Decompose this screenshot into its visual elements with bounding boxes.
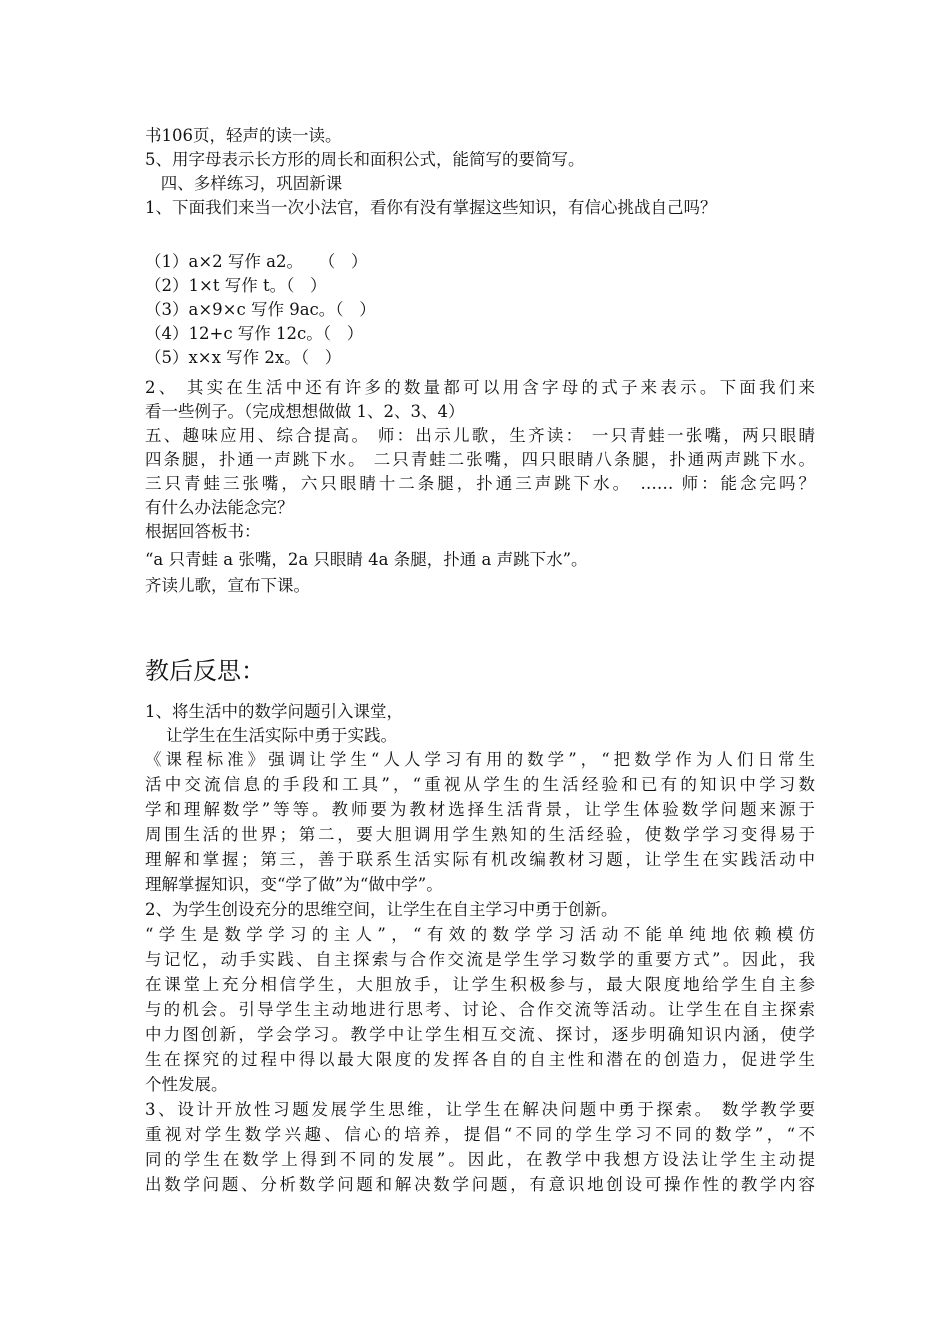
reflection-line-2: 让学生在生活实际中勇于实践。 bbox=[145, 726, 397, 745]
lesson-line-14: 三只青蛙三张嘴，六只眼睛十二条腿，扑通三声跳下水。 …… 师：能念完吗？ bbox=[145, 474, 815, 493]
reflection-line-13: 与的机会。引导学生主动地进行思考、讨论、合作交流等活动。让学生在自主探索 bbox=[145, 1000, 815, 1019]
reflection-line-6: 周围生活的世界；第二，要大胆调用学生熟知的生活经验，使数学学习变得易于 bbox=[145, 825, 815, 844]
lesson-line-16: 根据回答板书： bbox=[145, 522, 261, 541]
reflection-line-1: 1、将生活中的数学问题引入课堂， bbox=[145, 702, 403, 721]
reflection-line-18: 重视对学生数学兴趣、信心的培养，提倡“不同的学生学习不同的数学”，“不 bbox=[145, 1125, 815, 1144]
reflection-title: 教后反思： bbox=[145, 657, 265, 685]
lesson-line-10: 2、 其实在生活中还有许多的数量都可以用含字母的式子来表示。下面我们来 bbox=[145, 378, 815, 397]
lesson-line-15: 有什么办法能念完？ bbox=[145, 498, 294, 517]
lesson-line-2: 5、用字母表示长方形的周长和面积公式，能简写的要简写。 bbox=[145, 150, 585, 169]
quiz-item-1: （1）a×2 写作 a2。 （ ） bbox=[145, 252, 368, 271]
lesson-line-13: 四条腿，扑通一声跳下水。 二只青蛙二张嘴，四只眼睛八条腿，扑通两声跳下水。 bbox=[145, 450, 815, 469]
reflection-line-9: 2、为学生创设充分的思维空间，让学生在自主学习中勇于创新。 bbox=[145, 900, 618, 919]
reflection-line-15: 生在探究的过程中得以最大限度的发挥各自的自主性和潜在的创造力，促进学生 bbox=[145, 1050, 815, 1069]
quiz-item-5: （5）x×x 写作 2x。（ ） bbox=[145, 348, 342, 367]
lesson-line-4: 1、下面我们来当一次小法官，看你有没有掌握这些知识，有信心挑战自己吗？ bbox=[145, 198, 717, 217]
lesson-line-17: “a 只青蛙 a 张嘴，2a 只眼睛 4a 条腿，扑通 a 声跳下水”。 bbox=[145, 550, 588, 569]
reflection-line-8: 理解掌握知识，变“学了做”为“做中学”。 bbox=[145, 875, 443, 894]
reflection-line-11: 与记忆，动手实践、自主探索与合作交流是学生学习数学的重要方式”。因此，我 bbox=[145, 950, 815, 969]
reflection-line-19: 同的学生在数学上得到不同的发展”。因此，在教学中我想方设法让学生主动提 bbox=[145, 1150, 815, 1169]
reflection-line-16: 个性发展。 bbox=[145, 1075, 228, 1094]
reflection-line-14: 中力图创新，学会学习。教学中让学生相互交流、探讨，逐步明确知识内涵，使学 bbox=[145, 1025, 815, 1044]
lesson-line-1: 书106页，轻声的读一读。 bbox=[145, 126, 342, 145]
reflection-line-5: 学和理解数学”等等。教师要为教材选择生活背景，让学生体验数学问题来源于 bbox=[145, 800, 815, 819]
lesson-line-11: 看一些例子。（完成想想做做 1、2、3、4） bbox=[145, 402, 465, 421]
quiz-item-4: （4）12+c 写作 12c。（ ） bbox=[145, 324, 364, 343]
quiz-item-3: （3）a×9×c 写作 9ac。（ ） bbox=[145, 300, 376, 319]
reflection-line-10: “学生是数学学习的主人”，“有效的数学学习活动不能单纯地依赖模仿 bbox=[145, 925, 815, 944]
reflection-line-7: 理解和掌握；第三，善于联系生活实际有机改编教材习题，让学生在实践活动中 bbox=[145, 850, 815, 869]
quiz-item-2: （2）1×t 写作 t。（ ） bbox=[145, 276, 327, 295]
lesson-line-12: 五、趣味应用、综合提高。 师：出示儿歌，生齐读： 一只青蛙一张嘴，两只眼睛 bbox=[145, 426, 815, 445]
reflection-line-12: 在课堂上充分相信学生，大胆放手，让学生积极参与，最大限度地给学生自主参 bbox=[145, 975, 815, 994]
reflection-line-4: 活中交流信息的手段和工具”，“重视从学生的生活经验和已有的知识中学习数 bbox=[145, 775, 815, 794]
lesson-section-heading: 四、多样练习，巩固新课 bbox=[145, 174, 343, 193]
lesson-line-18: 齐读儿歌，宣布下课。 bbox=[145, 576, 310, 595]
reflection-line-17: 3、设计开放性习题发展学生思维，让学生在解决问题中勇于探索。 数学教学要 bbox=[145, 1100, 815, 1119]
reflection-line-3: 《课程标准》强调让学生“人人学习有用的数学”，“把数学作为人们日常生 bbox=[145, 750, 815, 769]
reflection-line-20: 出数学问题、分析数学问题和解决数学问题，有意识地创设可操作性的教学内容 bbox=[145, 1175, 815, 1194]
